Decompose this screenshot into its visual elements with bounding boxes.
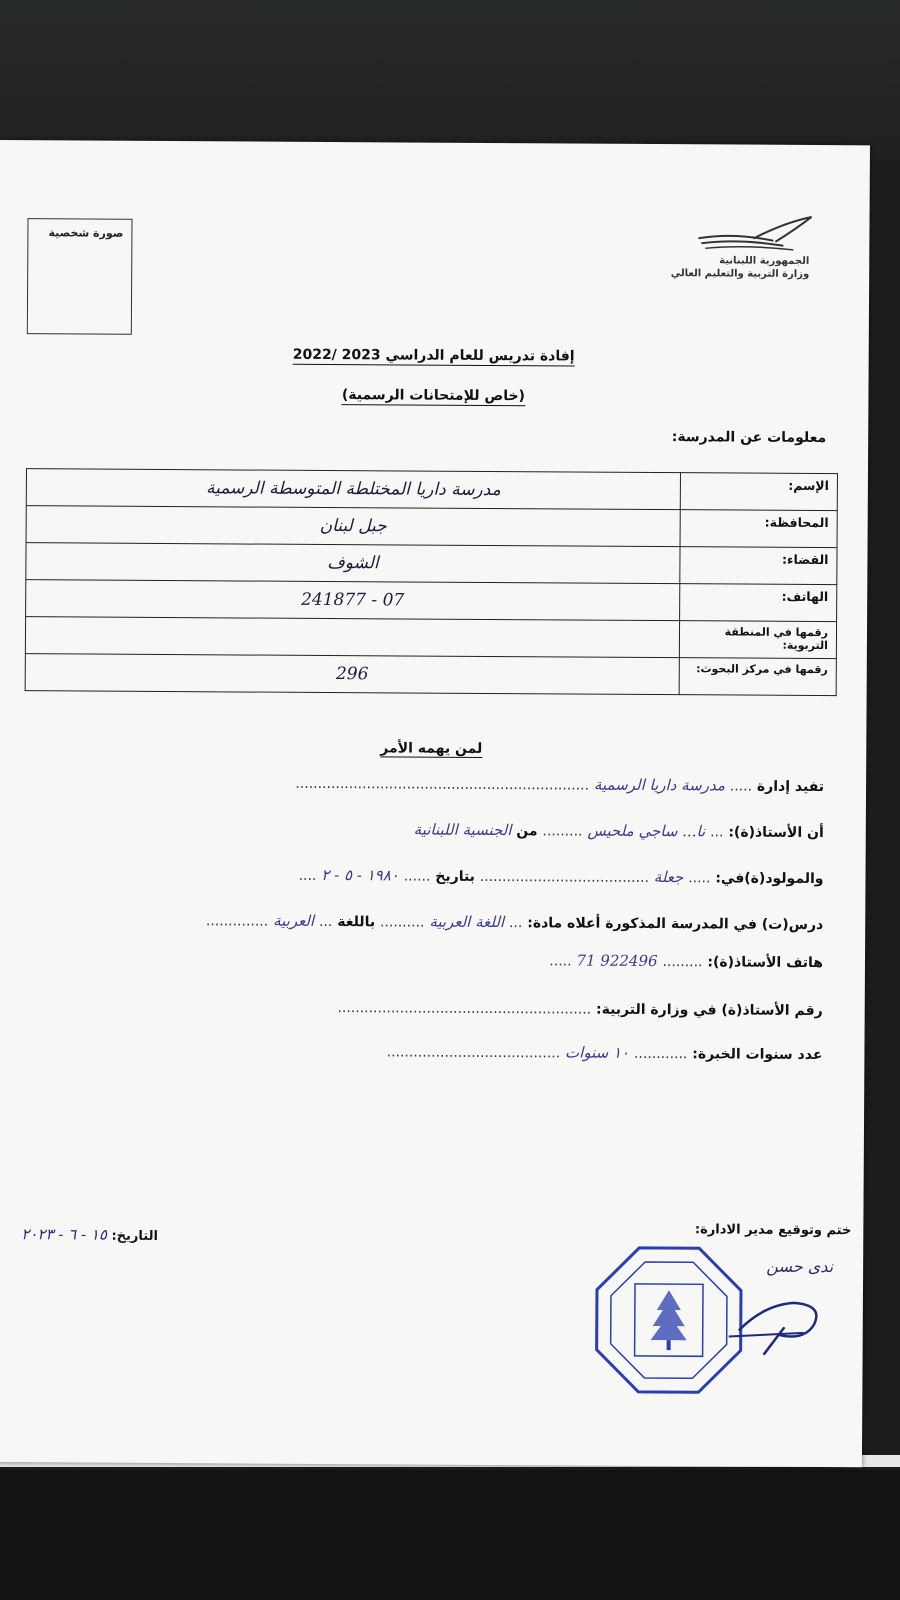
table-row [26, 506, 837, 548]
experience-label: عدد سنوات الخبرة: [692, 1046, 823, 1064]
ministry-number-label: رقم الأستاذ(ة) في وزارة التربية: [595, 1001, 823, 1020]
republic-line: الجمهورية اللبنانية [719, 255, 810, 267]
teacher-phone-value: 71 922496 [576, 951, 658, 971]
to-whom-title: لمن يهمه الأمر [380, 740, 483, 757]
document-paper [0, 140, 870, 1467]
teacher-label: أن الأستاذ(ة): [728, 824, 824, 842]
signature-name: ندى حسن [766, 1256, 834, 1277]
governorate-value: جبل لبنان [26, 506, 680, 547]
language-value: العربية [273, 911, 315, 930]
table-row [25, 654, 836, 696]
date-line [21, 1225, 158, 1244]
subject-value: اللغة العربية [429, 912, 505, 932]
birthdate-value: ١٩٨٠ - ٥ - ٢ [321, 865, 399, 885]
table-row [25, 617, 836, 659]
admin-label: تفيد إدارة [756, 778, 825, 796]
experience-line: عدد سنوات الخبرة: ............ ١٠ سنوات ....................................... [386, 1043, 823, 1064]
research-center-label: رقمها في مركز البحوث: [679, 658, 836, 696]
ministry-header [671, 254, 810, 281]
dark-background-top [0, 0, 900, 160]
birth-line: والمولود(ة)في: ..... جعلة ...................................... بتاريخ ...... ١٩٨٠ - ٥ - ٢ .... [298, 865, 824, 888]
page-subtitle: (خاص للإمتحانات الرسمية) [341, 387, 526, 405]
ministry-line: وزارة التربية والتعليم العالي [670, 268, 810, 280]
teacher-phone-label: هاتف الأستاذ(ة): [707, 954, 824, 972]
admin-line: تفيد إدارة ..... مدرسة داريا الرسمية .................................................................. [295, 775, 825, 796]
research-center-value: 296 [25, 654, 679, 695]
dark-background-bottom [0, 1470, 900, 1600]
table-row [26, 469, 837, 511]
teacher-phone-line: هاتف الأستاذ(ة): ......... 71 922496 ..... [549, 951, 824, 972]
educational-zone-label: رقمها في المنطقة التربوية: [679, 621, 836, 659]
photo-box [27, 218, 133, 335]
language-label: باللغة [337, 914, 376, 931]
signature-label: ختم وتوقيع مدير الادارة: [694, 1222, 852, 1239]
birthplace-label: والمولود(ة)في: [715, 870, 824, 888]
educational-zone-value [25, 617, 679, 658]
teacher-value: نا... ساجي ملحيس [587, 821, 706, 841]
phone-label: الهاتف: [680, 584, 837, 622]
table-row [26, 580, 837, 622]
page-title: إفادة تدريس للعام الدراسي 2023 /2022 [292, 346, 575, 365]
date-value: ١٥ - ٦ - ٢٠٢٣ [21, 1225, 108, 1244]
birthplace-value: جعلة [653, 868, 684, 887]
governorate-label: المحافظة: [680, 510, 837, 548]
name-value: مدرسة داريا المختلطة المتوسطة الرسمية [26, 469, 680, 510]
birthdate-label: بتاريخ [435, 868, 476, 885]
nationality-value: الجنسية اللبنانية [413, 820, 512, 840]
phone-value: 07 - 241877 [26, 580, 680, 621]
school-info-label: معلومات عن المدرسة: [671, 429, 827, 447]
teacher-line: أن الأستاذ(ة): ... نا... ساجي ملحيس ......... من الجنسية اللبنانية [413, 820, 824, 842]
table-row [26, 543, 837, 585]
admin-value: مدرسة داريا الرسمية [593, 775, 725, 795]
official-stamp-icon [588, 1244, 839, 1416]
ministry-number-line: رقم الأستاذ(ة) في وزارة التربية: ......................................................... [337, 1000, 823, 1020]
name-label: الإسم: [680, 473, 837, 511]
date-label: التاريخ: [111, 1228, 158, 1244]
nationality-label: من [516, 823, 538, 840]
subject-line: درس(ت) في المدرسة المذكورة أعلاه مادة: ... اللغة العربية .......... باللغة ... العربية .............. [205, 911, 824, 934]
experience-value: ١٠ سنوات [565, 1043, 630, 1062]
subject-label: درس(ت) في المدرسة المذكورة أعلاه مادة: [527, 915, 824, 934]
ministry-logo-icon [693, 214, 823, 255]
district-value: الشوف [26, 543, 680, 584]
photo-label: صورة شخصية [48, 226, 124, 240]
school-info-table [25, 468, 838, 696]
district-label: القضاء: [680, 547, 837, 585]
